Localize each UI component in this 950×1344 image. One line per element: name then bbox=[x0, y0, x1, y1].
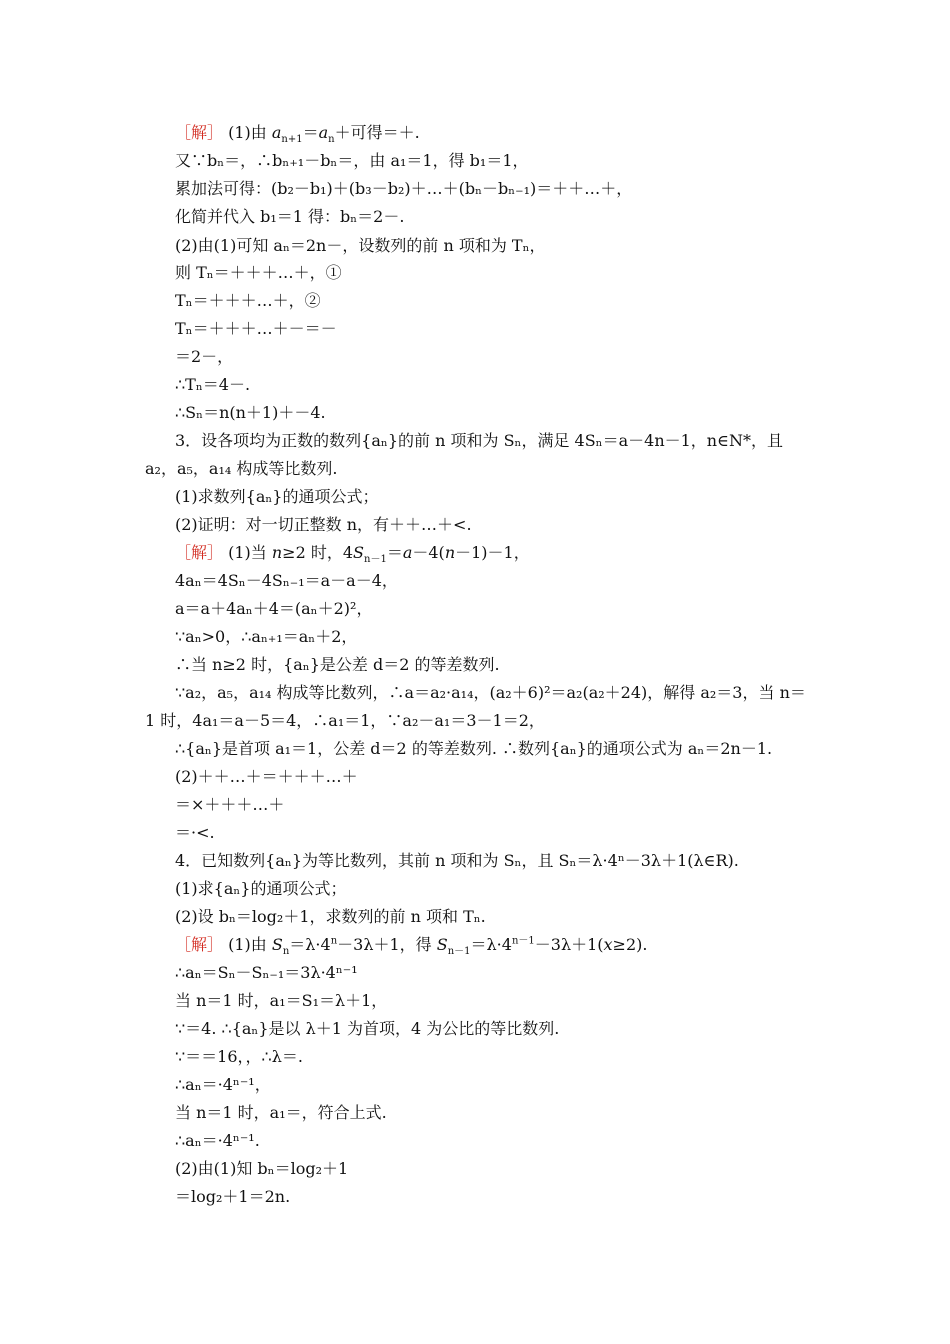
solution-line: 1 时，4a₁＝a－5＝4，∴a₁＝1，∵a₂－a₁＝3－1＝2， bbox=[145, 711, 545, 730]
solution-line: ［解］ (1)由 $a_{n+1}=a_n+$可得＝＋. bbox=[175, 123, 420, 146]
solution-line: ＝·<. bbox=[175, 823, 215, 842]
solution-line: ∴Sₙ＝n(n＋1)＋－4. bbox=[175, 403, 326, 422]
solution-line: 又∵bₙ＝，∴bₙ₊₁－bₙ＝，由 a₁＝1，得 b₁＝1， bbox=[175, 151, 529, 170]
solution-line: ∴aₙ＝·4ⁿ⁻¹. bbox=[175, 1131, 260, 1150]
solution-line: 累加法可得：(b₂－b₁)＋(b₃－b₂)＋…＋(bₙ－bₙ₋₁)＝＋＋…＋， bbox=[175, 179, 633, 198]
problem-3-part-1: (1)求数列{aₙ}的通项公式； bbox=[175, 487, 379, 506]
solution-line: ［解］ (1)当 n≥2 时，$4S_{n-1}=a-4(n-1)-1$， bbox=[175, 543, 530, 566]
solution-line: 当 n＝1 时，a₁＝，符合上式. bbox=[175, 1103, 387, 1122]
solution-line: 化简并代入 b₁＝1 得：bₙ＝2－. bbox=[175, 207, 405, 226]
solution-line: (2)由(1)可知 aₙ＝2n－，设数列的前 n 项和为 Tₙ， bbox=[175, 236, 546, 255]
solution-line: ∵＝＝16，，∴λ＝. bbox=[175, 1047, 303, 1066]
problem-4-part-2: (2)设 bₙ＝log₂＋1，求数列的前 n 项和 Tₙ. bbox=[175, 907, 486, 926]
solution-line: a＝a＋4aₙ＋4＝(aₙ＋2)²， bbox=[175, 599, 373, 618]
solution-label: ［解］ bbox=[175, 543, 224, 562]
solution-line: ＝log₂＋1＝2n. bbox=[175, 1187, 291, 1206]
problem-4-statement: 4．已知数列{aₙ}为等比数列，其前 n 项和为 Sₙ，且 Sₙ＝λ·4ⁿ－3λ＋1(λ∈R). bbox=[175, 851, 739, 870]
solution-line: (2)＋＋…＋＝＋＋＋…＋ bbox=[175, 767, 358, 786]
solution-line: Tₙ＝＋＋＋…＋－＝－ bbox=[175, 319, 337, 338]
solution-line: 4aₙ＝4Sₙ－4Sₙ₋₁＝a－a－4， bbox=[175, 571, 398, 590]
solution-line: ∵a₂，a₅，a₁₄ 构成等比数列，∴a＝a₂·a₁₄，(a₂＋6)²＝a₂(a₂＋24)，解得 a₂＝3，当 n＝ bbox=[175, 683, 806, 702]
problem-3-statement: a₂，a₅，a₁₄ 构成等比数列. bbox=[145, 459, 338, 478]
solution-line: ［解］ (1)由 $S_n=\lambda\cdot 4^n-3\lambda+1$，得 $S_{n-1}=\lambda\cdot 4^{n-1}-3\lambda+1(x\ge 2)$. bbox=[175, 935, 648, 958]
solution-line: 当 n＝1 时，a₁＝S₁＝λ＋1， bbox=[175, 991, 388, 1010]
problem-3-part-2: (2)证明：对一切正整数 n，有＋＋…＋<. bbox=[175, 515, 472, 534]
solution-line: ∴aₙ＝·4ⁿ⁻¹， bbox=[175, 1075, 271, 1094]
solution-line: 则 Tₙ＝＋＋＋…＋，① bbox=[175, 263, 342, 282]
solution-line: ＝2－， bbox=[175, 347, 234, 366]
solution-label: ［解］ bbox=[175, 935, 224, 954]
problem-4-part-1: (1)求{aₙ}的通项公式； bbox=[175, 879, 347, 898]
problem-3-statement: 3．设各项均为正数的数列{aₙ}的前 n 项和为 Sₙ，满足 4Sₙ＝a－4n－1，n∈N*，且 bbox=[175, 431, 783, 450]
solution-line: ∴{aₙ}是首项 a₁＝1，公差 d＝2 的等差数列. ∴数列{aₙ}的通项公式为 aₙ＝2n－1. bbox=[175, 739, 773, 758]
solution-line: Tₙ＝＋＋＋…＋，② bbox=[175, 291, 321, 310]
solution-line: (2)由(1)知 bₙ＝log₂＋1 bbox=[175, 1159, 349, 1178]
solution-line: ∴Tₙ＝4－. bbox=[175, 375, 251, 394]
solution-line: ∵＝4. ∴{aₙ}是以 λ＋1 为首项，4 为公比的等比数列. bbox=[175, 1019, 560, 1038]
solution-line: ∵aₙ>0，∴aₙ₊₁＝aₙ＋2， bbox=[175, 627, 358, 646]
solution-line: ∴当 n≥2 时，{aₙ}是公差 d＝2 的等差数列. bbox=[175, 655, 500, 674]
solution-line: ＝×＋＋＋…＋ bbox=[175, 795, 285, 814]
solution-line: ∴aₙ＝Sₙ－Sₙ₋₁＝3λ·4ⁿ⁻¹ bbox=[175, 963, 358, 982]
solution-label: ［解］ bbox=[175, 123, 224, 142]
